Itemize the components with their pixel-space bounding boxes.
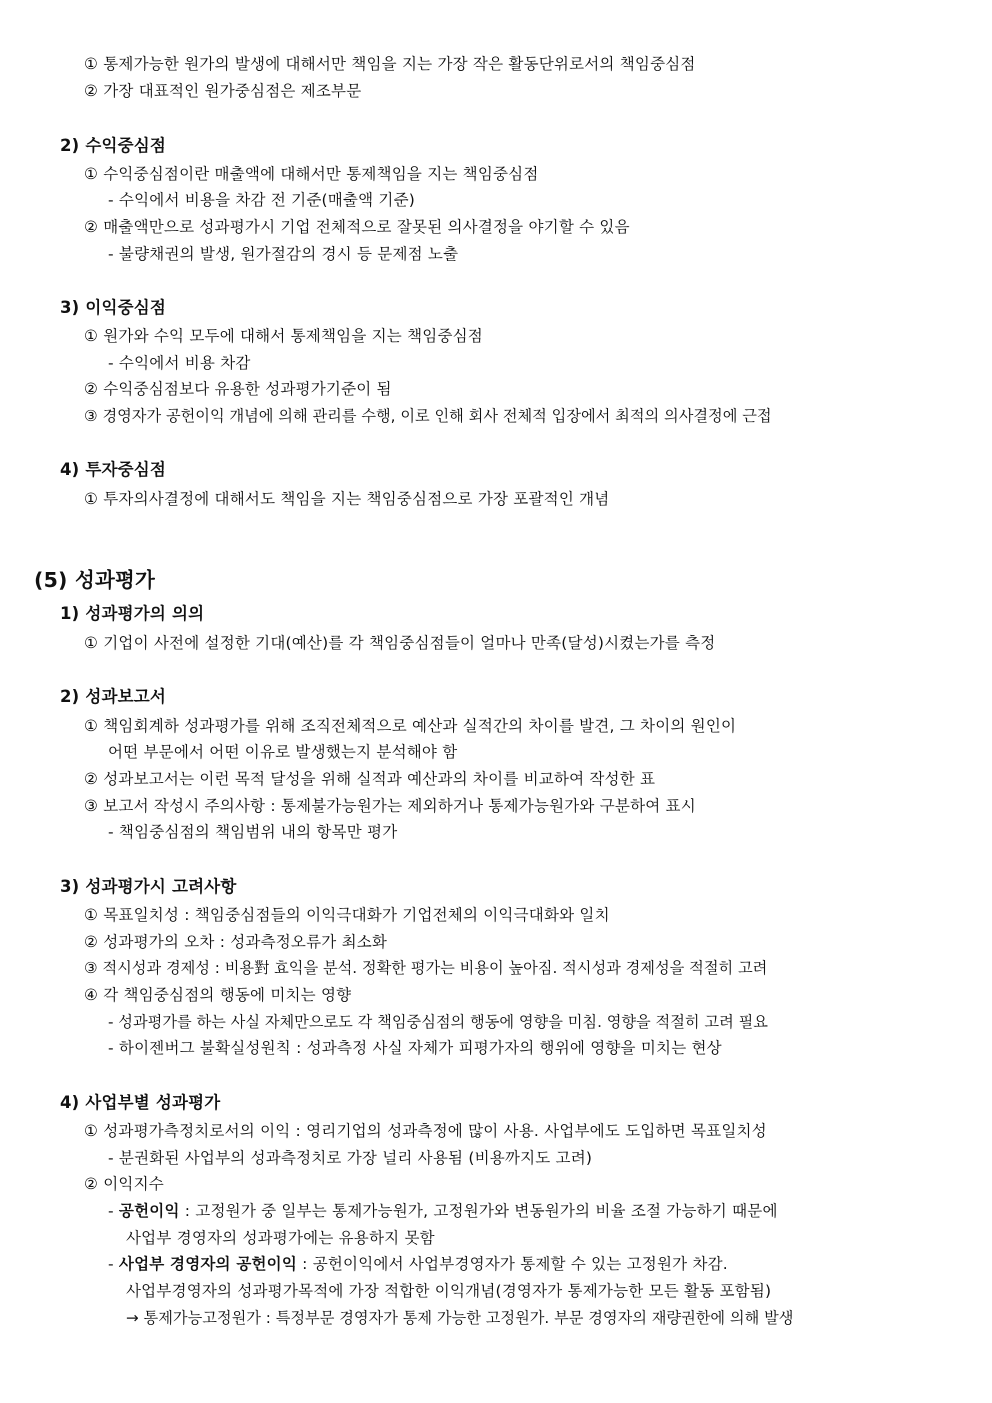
division-line-5: 사업부 경영자의 성과평가에는 유용하지 못함: [126, 1229, 435, 1247]
profit-center-line-4: ③ 경영자가 공헌이익 개념에 의해 관리를 수행, 이로 인해 회사 전체적 입장에서 최적의 의사결정에 근접: [84, 407, 772, 425]
division-line-3: ② 이익지수: [84, 1175, 164, 1193]
profit-center-line-1: ① 원가와 수익 모두에 대해서 통제책임을 지는 책임중심점: [84, 327, 483, 345]
considerations-line-5: - 성과평가를 하는 사실 자체만으로도 각 책임중심점의 행동에 영향을 미침. 영향을 적절히 고려 필요: [108, 1013, 768, 1031]
meaning-line-1: ① 기업이 사전에 설정한 기대(예산)를 각 책임중심점들이 얼마나 만족(달성)시켰는가를 측정: [84, 634, 716, 652]
revenue-center-line-3: ② 매출액만으로 성과평가시 기업 전체적으로 잘못된 의사결정을 야기할 수 있음: [84, 218, 630, 236]
report-line-3: ② 성과보고서는 이런 목적 달성을 위해 실적과 예산과의 차이를 비교하여 작성한 표: [84, 770, 656, 788]
investment-center-heading: 4) 투자중심점: [60, 460, 167, 479]
division-line-2: - 분권화된 사업부의 성과측정치로 가장 널리 사용됨 (비용까지도 고려): [108, 1149, 593, 1167]
revenue-center-line-1: ① 수익중심점이란 매출액에 대해서만 통제책임을 지는 책임중심점: [84, 165, 539, 183]
considerations-line-2: ② 성과평가의 오차 : 성과측정오류가 최소화: [84, 933, 388, 951]
division-manager-contribution-term: 사업부 경영자의 공헌이익: [118, 1255, 298, 1273]
investment-center-line-1: ① 투자의사결정에 대해서도 책임을 지는 책임중심점으로 가장 포괄적인 개념: [84, 490, 610, 508]
contribution-margin-term: 공헌이익: [118, 1202, 180, 1220]
division-line-7: 사업부경영자의 성과평가목적에 가장 적합한 이익개념(경영자가 통제가능한 모든 활동 포함됨): [126, 1282, 772, 1300]
meaning-heading: 1) 성과평가의 의의: [60, 604, 205, 623]
division-line-6-rest: : 공헌이익에서 사업부경영자가 통제할 수 있는 고정원가 차감.: [297, 1255, 728, 1273]
considerations-line-4: ④ 각 책임중심점의 행동에 미치는 영향: [84, 986, 352, 1004]
division-line-4: [108, 1201, 778, 1221]
report-line-4: ③ 보고서 작성시 주의사항 : 통제불가능원가는 제외하거나 통제가능원가와 구분하여 표시: [84, 797, 696, 815]
division-line-4-rest: : 고정원가 중 일부는 통제가능원가, 고정원가와 변동원가의 비율 조절 가능하기 때문에: [179, 1202, 778, 1220]
division-line-4-prefix: -: [108, 1202, 119, 1220]
revenue-center-line-4: - 불량채권의 발생, 원가절감의 경시 등 문제점 노출: [108, 245, 459, 263]
report-line-5: - 책임중심점의 책임범위 내의 항목만 평가: [108, 823, 398, 841]
section5-heading: (5) 성과평가: [34, 568, 155, 592]
revenue-center-line-2: - 수익에서 비용을 차감 전 기준(매출액 기준): [108, 191, 415, 209]
considerations-line-6: - 하이젠버그 불확실성원칙 : 성과측정 사실 자체가 피평가자의 행위에 영향을 미치는 현상: [108, 1039, 722, 1057]
profit-center-heading: 3) 이익중심점: [60, 298, 167, 317]
division-line-6: [108, 1254, 728, 1274]
division-line-6-prefix: -: [108, 1255, 119, 1273]
profit-center-line-2: - 수익에서 비용 차감: [108, 354, 251, 372]
report-line-1: ① 책임회계하 성과평가를 위해 조직전체적으로 예산과 실적간의 차이를 발견, 그 차이의 원인이: [84, 717, 737, 735]
cost-center-item-2: ② 가장 대표적인 원가중심점은 제조부문: [84, 82, 362, 100]
considerations-line-1: ① 목표일치성 : 책임중심점들의 이익극대화가 기업전체의 이익극대화와 일치: [84, 906, 610, 924]
division-line-8: → 통제가능고정원가 : 특정부문 경영자가 통제 가능한 고정원가. 부문 경영자의 재량권한에 의해 발생: [126, 1309, 794, 1327]
report-line-2: 어떤 부문에서 어떤 이유로 발생했는지 분석해야 함: [108, 743, 458, 761]
revenue-center-heading: 2) 수익중심점: [60, 136, 167, 155]
cost-center-item-1: ① 통제가능한 원가의 발생에 대해서만 책임을 지는 가장 작은 활동단위로서의 책임중심점: [84, 55, 696, 73]
division-heading: 4) 사업부별 성과평가: [60, 1093, 221, 1112]
report-heading: 2) 성과보고서: [60, 687, 167, 706]
considerations-line-3: ③ 적시성과 경제성 : 비용對 효익을 분석. 정확한 평가는 비용이 높아짐. 적시성과 경제성을 적절히 고려: [84, 959, 768, 977]
profit-center-line-3: ② 수익중심점보다 유용한 성과평가기준이 됨: [84, 380, 392, 398]
considerations-heading: 3) 성과평가시 고려사항: [60, 877, 237, 896]
division-line-1: ① 성과평가측정치로서의 이익 : 영리기업의 성과측정에 많이 사용. 사업부에도 도입하면 목표일치성: [84, 1122, 767, 1140]
